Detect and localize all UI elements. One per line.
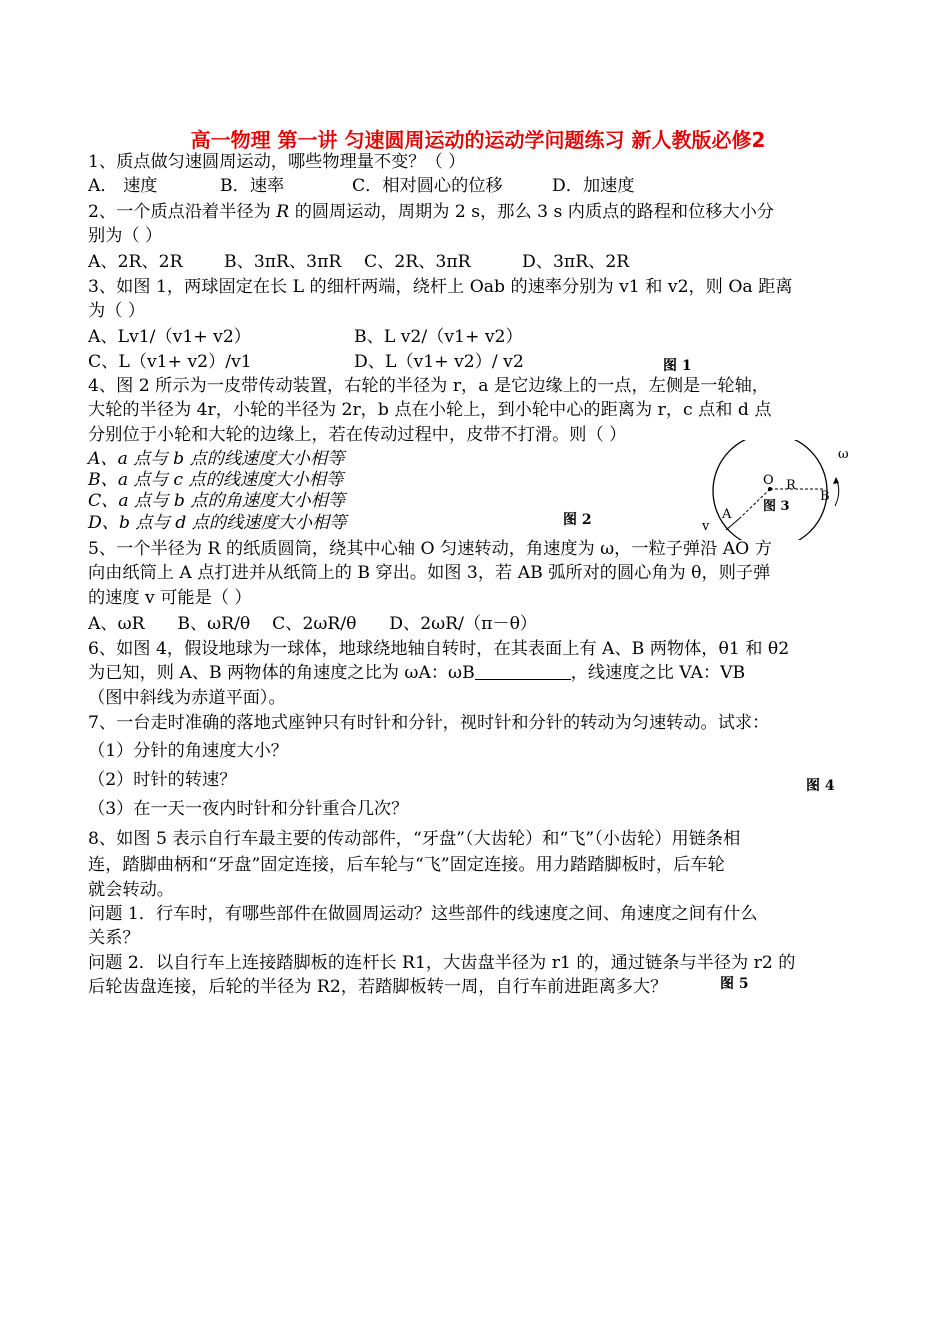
question-2-options	[88, 250, 629, 274]
q4-option-a: A、a 点与 b 点的线速度大小相等	[88, 449, 345, 469]
q7-part-1: （1）分针的角速度大小？	[88, 741, 288, 761]
figure-4-label: 图 4	[806, 778, 835, 794]
question-8-stem: 8、如图 5 表示自行车最主要的传动部件，“牙盘”（大齿轮）和“飞”（小齿轮）用链条相	[88, 829, 741, 849]
figure-1-label: 图 1	[663, 358, 692, 374]
q2-option-c: C、2R、3πR	[364, 252, 471, 272]
q7-part-2: （2）时针的转速？	[88, 770, 237, 790]
q3-option-a: A、Lv1/（v1+ v2）	[88, 327, 251, 347]
figure-3-label: 图 3	[763, 499, 790, 514]
q1-option-a: A． 速度	[88, 176, 158, 196]
question-5-stem-line3: 的速度 v 可能是（ ）	[88, 588, 252, 608]
q2-stem-r: R	[276, 202, 290, 222]
question-7-stem: 7、一台走时准确的落地式座钟只有时针和分针，视时针和分针的转动为匀速转动。试求：	[88, 713, 770, 733]
q3-option-b: B、L v2/（v1+ v2）	[354, 327, 523, 347]
q6-linear-ratio: ，线速度之比 VA：VB	[570, 663, 746, 683]
question-6-stem-line3: （图中斜线为赤道平面）。	[88, 688, 286, 708]
q1-option-b: B．速率	[220, 176, 285, 196]
q6-angular-ratio: 为已知，则 A、B 两物体的角速度之比为 ωA：ωB	[88, 663, 475, 683]
page-title: 高一物理 第一讲 匀速圆周运动的运动学问题练习 新人教版必修2	[190, 128, 766, 152]
fig3-label-o: O	[763, 473, 774, 488]
q2-option-a: A、2R、2R	[88, 252, 183, 272]
question-4-stem-line3: 分别位于小轮和大轮的边缘上，若在传动过程中，皮带不打滑。则（ ）	[88, 425, 627, 445]
figure-3-diagram	[690, 440, 870, 540]
question-4-stem-line2: 大轮的半径为 4r，小轮的半径为 2r，b 点在小轮上，到小轮中心的距离为 r，c 点和 d 点	[88, 400, 772, 420]
q4-option-d: D、b 点与 d 点的线速度大小相等	[88, 513, 347, 533]
question-2-stem	[88, 200, 774, 224]
question-3-options-row2	[88, 350, 524, 374]
question-1-stem: 1、质点做匀速圆周运动，哪些物理量不变？（ ）	[88, 152, 466, 172]
question-5-stem: 5、一个半径为 R 的纸质圆筒，绕其中心轴 O 匀速转动，角速度为 ω，一粒子弹沿 AO 方	[88, 539, 772, 559]
q7-part-3: （3）在一天一夜内时针和分针重合几次？	[88, 799, 409, 819]
q2-stem-part-2: 的圆周运动，周期为 2 s，那么 3 s 内质点的路程和位移大小分	[289, 202, 775, 222]
fig3-label-r: R	[786, 478, 796, 493]
figure-2-label: 图 2	[563, 512, 592, 528]
question-8-stem-line2: 连，踏脚曲柄和“牙盘”固定连接，后车轮与“飞”固定连接。用力踏踏脚板时，后车轮	[88, 855, 725, 875]
figure-5-label: 图 5	[720, 976, 749, 992]
q2-option-b: B、3πR、3πR	[224, 252, 342, 272]
q4-option-b: B、a 点与 c 点的线速度大小相等	[88, 470, 344, 490]
question-3-stem: 3、如图 1，两球固定在长 L 的细杆两端，绕杆上 Oab 的速率分别为 v1 和 v2，则 Oa 距离	[88, 277, 793, 297]
question-3-options-row1	[88, 325, 523, 349]
rotation-arrowhead	[833, 477, 839, 484]
question-3-stem-line2: 为（ ）	[88, 301, 146, 321]
q4-option-c: C、a 点与 b 点的角速度大小相等	[88, 491, 346, 511]
question-6-stem: 6、如图 4，假设地球为一球体，地球绕地轴自转时，在其表面上有 A、B 两物体，θ1 和 θ2	[88, 639, 790, 659]
q8-problem-2-line2: 后轮齿盘连接，后轮的半径为 R2，若踏脚板转一周，自行车前进距离多大？	[88, 977, 668, 997]
question-8-stem-line3: 就会转动。	[88, 880, 174, 900]
question-5-options: A、ωR B、ωR/θ C、2ωR/θ D、2ωR/（π－θ）	[88, 614, 538, 634]
q3-option-c: C、L（v1+ v2）/v1	[88, 352, 252, 372]
q1-option-d: D．加速度	[552, 176, 635, 196]
q8-problem-1-line2: 关系？	[88, 928, 140, 948]
question-6-stem-line2	[88, 661, 745, 685]
question-4-stem: 4、图 2 所示为一皮带传动装置，右轮的半径为 r，a 是它边缘上的一点，左侧是一轮轴，	[88, 376, 769, 396]
question-5-stem-line2: 向由纸筒上 A 点打进并从纸筒上的 B 穿出。如图 3，若 AB 弧所对的圆心角为 θ，则子弹	[88, 563, 771, 583]
q8-problem-1: 问题 1．行车时，有哪些部件在做圆周运动？这些部件的线速度之间、角速度之间有什么	[88, 904, 758, 924]
fig3-label-a: A	[722, 507, 732, 522]
q1-option-c: C．相对圆心的位移	[352, 176, 503, 196]
question-1-options	[88, 174, 635, 198]
q2-stem-part: 2、一个质点沿着半径为	[88, 202, 277, 222]
answer-blank[interactable]	[475, 663, 571, 680]
fig3-label-b: B	[820, 489, 830, 504]
fig3-label-v: v	[702, 519, 710, 534]
q3-option-d: D、L（v1+ v2）/ v2	[354, 352, 524, 372]
q8-problem-2: 问题 2．以自行车上连接踏脚板的连杆长 R1，大齿盘半径为 r1 的，通过链条与半径为 r2 的	[88, 953, 796, 973]
q2-option-d: D、3πR、2R	[522, 252, 630, 272]
fig3-label-omega: ω	[838, 447, 849, 462]
question-2-stem-line2: 别为（ ）	[88, 226, 163, 246]
